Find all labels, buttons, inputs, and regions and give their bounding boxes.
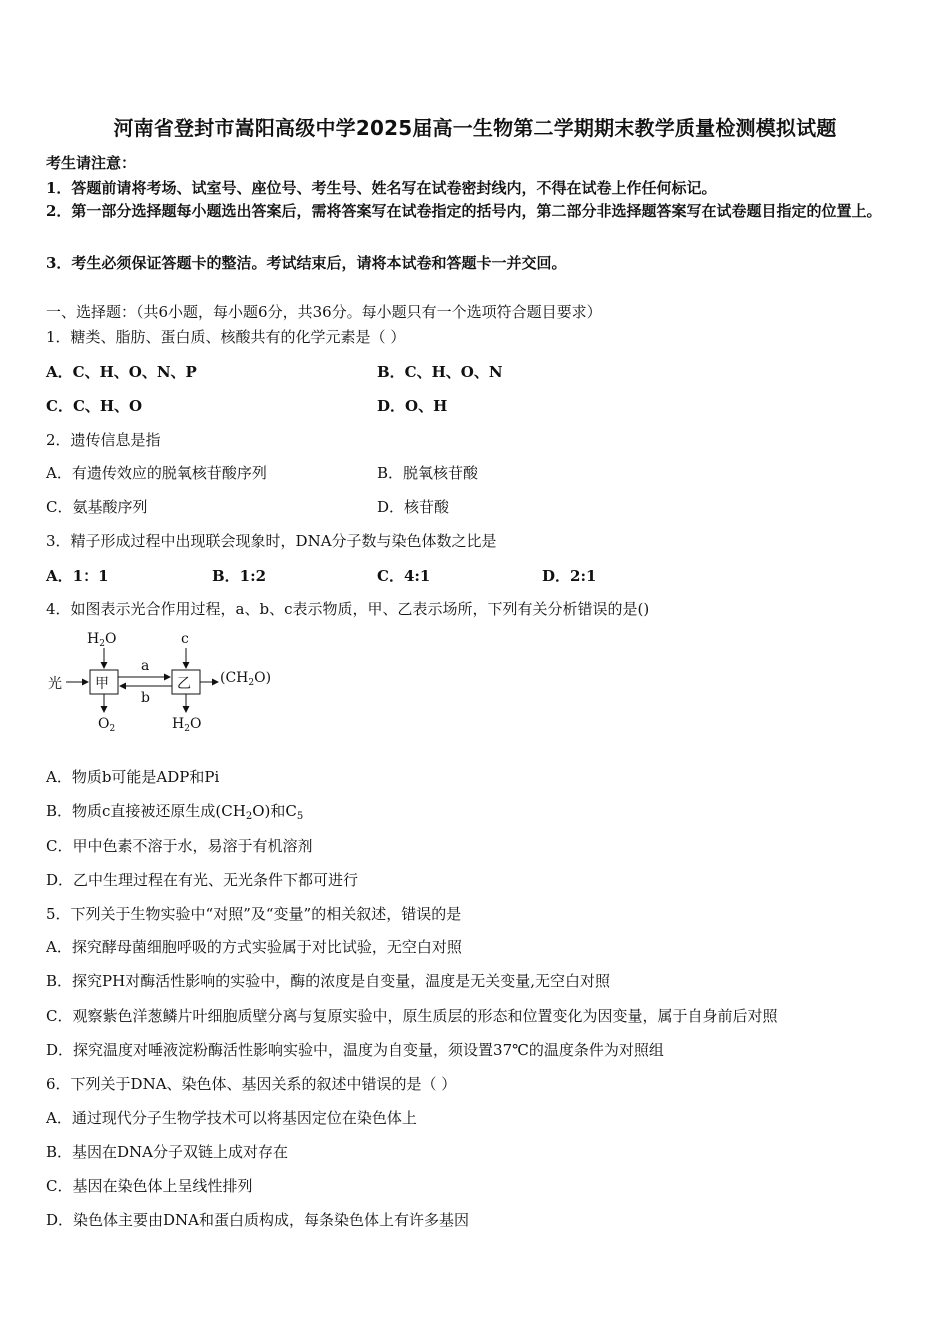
question-4-option-a: A．物质b可能是ADP和Pi [46, 768, 220, 786]
question-3-option-d: D．2:1 [542, 567, 597, 585]
question-4-option-c: C．甲中色素不溶于水，易溶于有机溶剂 [46, 837, 313, 855]
question-5-option-a: A．探究酵母菌细胞呼吸的方式实验属于对比试验，无空白对照 [46, 938, 462, 956]
question-5-option-c: C．观察紫色洋葱鳞片叶细胞质壁分离与复原实验中，原生质层的形态和位置变化为因变量，属于自身前后对照 [46, 1007, 778, 1025]
question-4-option-d: D．乙中生理过程在有光、无光条件下都可进行 [46, 871, 359, 889]
question-1-stem: 1．糖类、脂肪、蛋白质、核酸共有的化学元素是（ ） [46, 328, 406, 346]
diagram-h2o-in-label: $H_2O$ [87, 631, 117, 649]
diagram-ch2o-label: $(CH_2O)$ [220, 670, 272, 688]
question-1-option-c: C．C、H、O [46, 397, 143, 415]
question-2-stem: 2．遗传信息是指 [46, 431, 161, 449]
section-heading: 一、选择题：（共6小题，每小题6分，共36分。每小题只有一个选项符合题目要求） [46, 303, 602, 321]
question-3-stem: 3．精子形成过程中出现联会现象时，DNA分子数与染色体数之比是 [46, 532, 497, 550]
question-4-option-b: B．物质c直接被还原生成$(CH_2O)$和$C_5$ [46, 802, 304, 822]
notice-item-3: 3．考生必须保证答题卡的整洁。考试结束后，请将本试卷和答题卡一并交回。 [46, 254, 567, 272]
question-2-option-d: D．核苷酸 [377, 498, 450, 516]
question-1-option-a: A．C、H、O、N、P [46, 363, 197, 381]
diagram-light-label: 光 [48, 676, 62, 692]
question-6-option-b: B．基因在DNA分子双链上成对存在 [46, 1143, 289, 1161]
question-5-option-d: D．探究温度对唾液淀粉酶活性影响实验中，温度为自变量，须设置37℃的温度条件为对照组 [46, 1041, 664, 1059]
notice-item-2: 2．第一部分选择题每小题选出答案后，需将答案写在试卷指定的括号内，第二部分非选择题答案写在试卷题目指定的位置上。 [46, 202, 882, 220]
question-6-option-a: A．通过现代分子生物学技术可以将基因定位在染色体上 [46, 1109, 417, 1127]
diagram-o2-label: $O_2$ [98, 716, 116, 734]
question-5-stem: 5．下列关于生物实验中“对照”及“变量”的相关叙述，错误的是 [46, 905, 462, 923]
diagram-b-label: b [141, 690, 150, 706]
question-5-option-b: B．探究PH对酶活性影响的实验中，酶的浓度是自变量，温度是无关变量,无空白对照 [46, 972, 610, 990]
page-title: 河南省登封市嵩阳高级中学2025届高一生物第二学期期末教学质量检测模拟试题 [113, 116, 837, 140]
question-6-stem: 6．下列关于DNA、染色体、基因关系的叙述中错误的是（ ） [46, 1075, 457, 1093]
diagram-yi-label: 乙 [177, 676, 191, 692]
question-1-option-b: B．C、H、O、N [377, 363, 503, 381]
question-1-option-d: D．O、H [377, 397, 448, 415]
notice-heading: 考生请注意： [46, 154, 137, 172]
diagram-a-label: a [141, 658, 150, 674]
question-2-option-c: C．氨基酸序列 [46, 498, 148, 516]
question-4-stem: 4．如图表示光合作用过程，a、b、c表示物质，甲、乙表示场所，下列有关分析错误的是() [46, 600, 650, 618]
diagram-h2o-out-label: $H_2O$ [172, 716, 202, 734]
notice-item-1: 1．答题前请将考场、试室号、座位号、考生号、姓名写在试卷密封线内，不得在试卷上作任何标记。 [46, 179, 717, 197]
question-2-option-a: A．有遗传效应的脱氧核苷酸序列 [46, 464, 267, 482]
question-6-option-d: D．染色体主要由DNA和蛋白质构成，每条染色体上有许多基因 [46, 1211, 470, 1229]
diagram-c-label: c [181, 631, 189, 647]
question-3-option-b: B．1:2 [212, 567, 267, 585]
photosynthesis-diagram [44, 626, 294, 736]
question-3-option-a: A．1：1 [46, 567, 109, 585]
question-6-option-c: C．基因在染色体上呈线性排列 [46, 1177, 253, 1195]
question-3-option-c: C．4:1 [377, 567, 431, 585]
diagram-jia-label: 甲 [95, 676, 109, 692]
question-2-option-b: B．脱氧核苷酸 [377, 464, 479, 482]
